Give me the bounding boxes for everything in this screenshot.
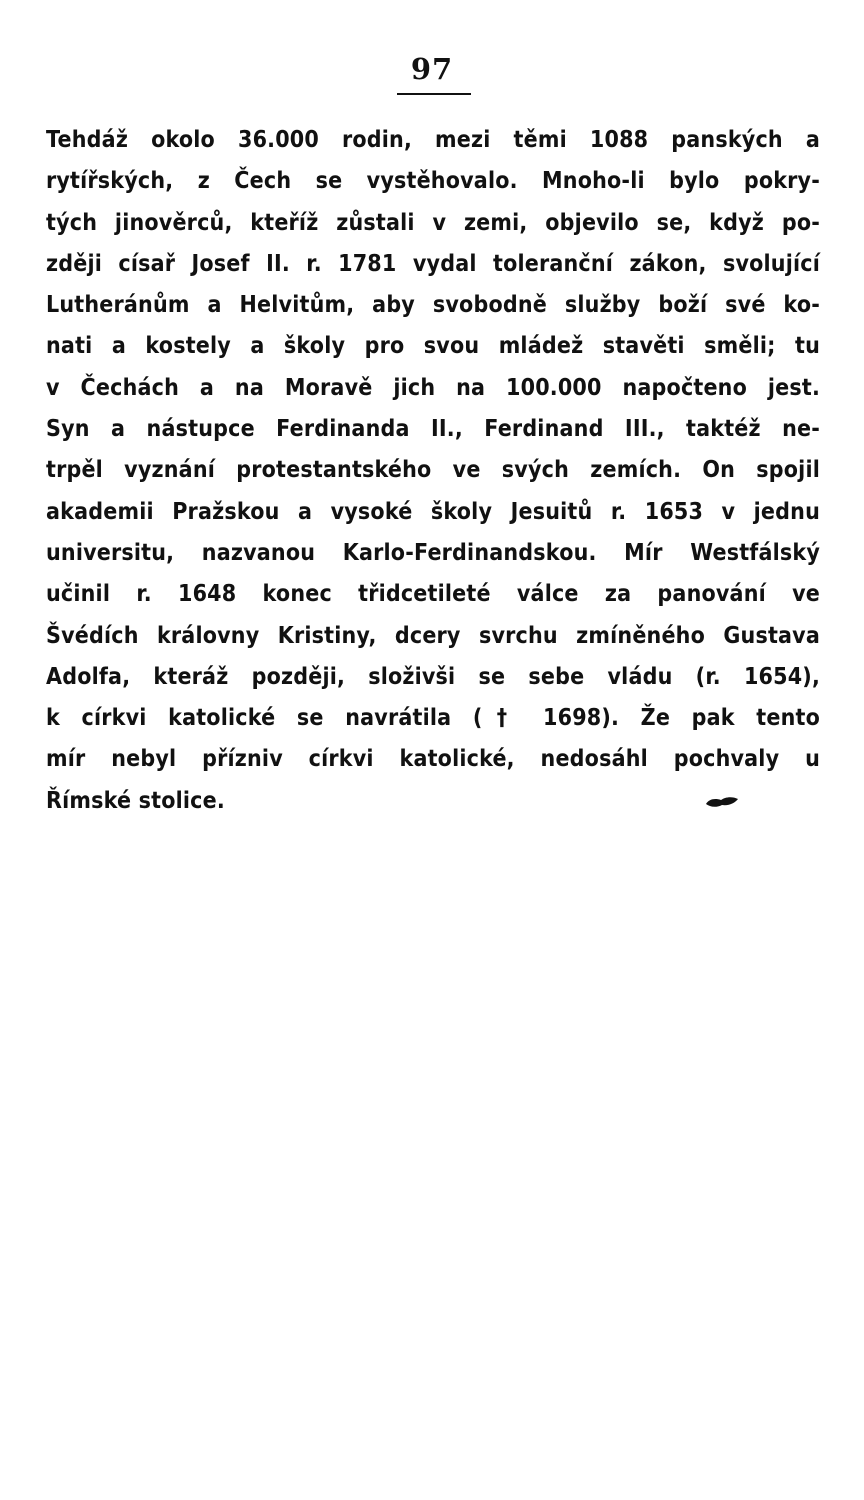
text-line: Tehdáž okolo 36.000 rodin, mezi těmi 1088 panských a xyxy=(46,127,820,153)
text-line: Lutheránům a Helvitům, aby svobodně služby boží své ko- xyxy=(46,292,820,319)
text-line: rytířských, z Čech se vystěhovalo. Mnoho-li bylo pokry- xyxy=(46,168,820,195)
text-line: nati a kostely a školy pro svou mládež stavěti směli; tu xyxy=(46,333,820,360)
ink-blot-mark xyxy=(705,795,739,809)
page-number-rule xyxy=(397,93,471,95)
text-line: trpěl vyznání protestantského ve svých zemích. On spojil xyxy=(46,457,820,484)
body-text xyxy=(46,120,820,822)
text-line: Syn a nástupce Ferdinanda II., Ferdinand III., taktéž ne- xyxy=(46,416,820,443)
text-line: k církvi katolické se navrátila († 1698). Že pak tento xyxy=(46,705,820,732)
text-line: tých jinověrců, kteříž zůstali v zemi, objevilo se, když po- xyxy=(46,209,820,236)
text-line: akademii Pražskou a vysoké školy Jesuitů r. 1653 v jednu xyxy=(46,498,820,525)
text-line: universitu, nazvanou Karlo-Ferdinandskou. Mír Westfálský xyxy=(46,539,820,566)
text-line: učinil r. 1648 konec třidcetileté válce za panování ve xyxy=(46,581,820,608)
text-line: mír nebyl přízniv církvi katolické, nedosáhl pochvaly u xyxy=(46,746,820,773)
text-line: v Čechách a na Moravě jich na 100.000 napočteno jest. xyxy=(46,374,820,401)
text-line: Římské stolice. xyxy=(46,787,225,814)
text-line: Adolfa, kteráž později, složivši se sebe vládu (r. 1654), xyxy=(46,663,820,690)
text-line: Švédích královny Kristiny, dcery svrchu zmíněného Gustava xyxy=(46,622,820,649)
page-number: 97 xyxy=(410,52,454,86)
text-line: zději císař Josef II. r. 1781 vydal toleranční zákon, svolující xyxy=(46,250,820,277)
